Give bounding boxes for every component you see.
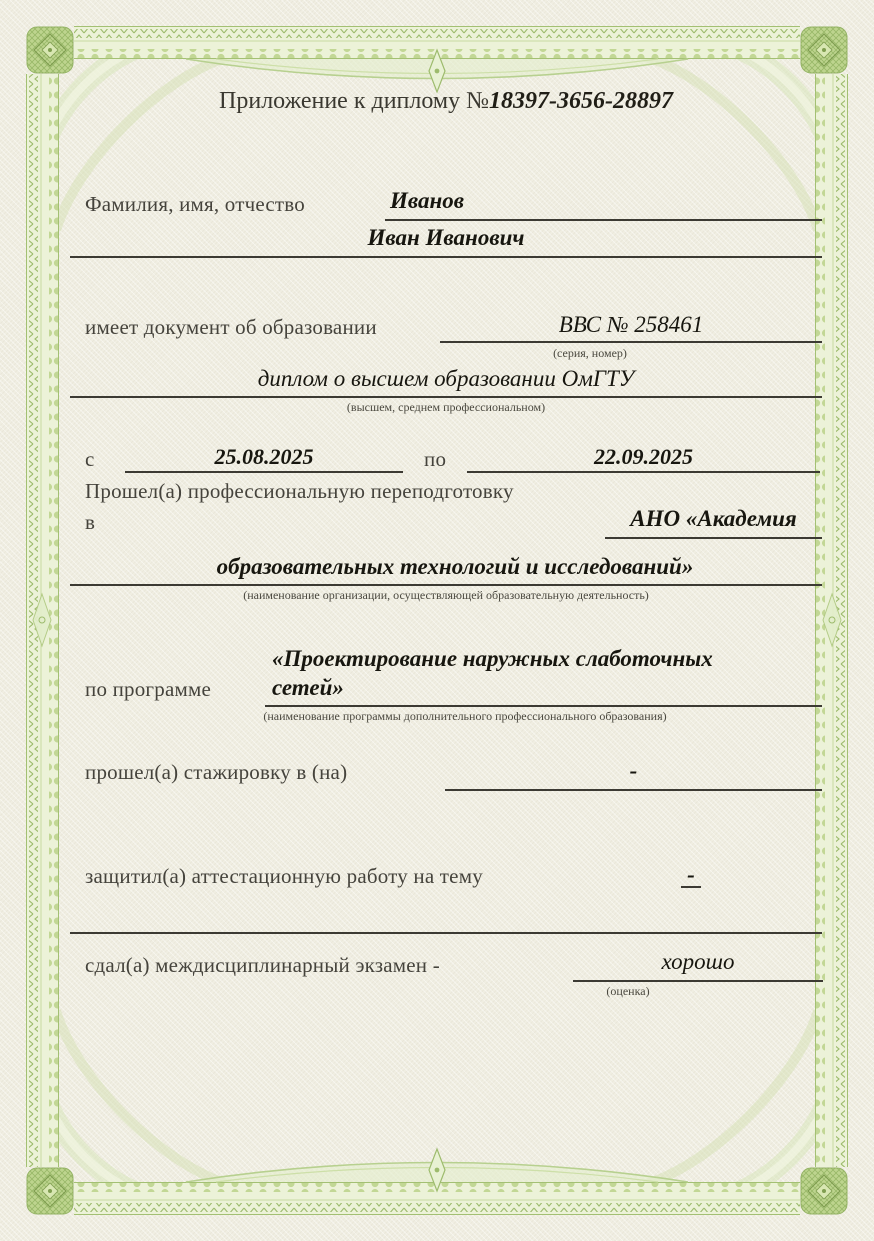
surname-underline — [385, 219, 822, 221]
edu-doc-type-underline — [70, 396, 822, 398]
organization-in-label: в — [85, 510, 96, 534]
organization-line1-underline — [605, 537, 822, 539]
name-patronymic-value: Иван Иванович — [367, 225, 525, 250]
exam-caption: (оценка) — [606, 984, 650, 998]
edu-doc-type-value: диплом о высшем образовании ОмГТУ — [257, 366, 635, 391]
title-prefix: Приложение к диплому № — [219, 88, 489, 114]
exam-grade-value: хорошо — [661, 949, 735, 974]
internship-label: прошел(а) стажировку в (на) — [85, 760, 348, 784]
program-line1-value: «Проектирование наружных слаботочных — [272, 646, 713, 671]
retraining-label: Прошел(а) профессиональную переподготовку — [85, 479, 514, 503]
edu-doc-caption: (серия, номер) — [553, 346, 627, 360]
date-from-label: с — [85, 447, 95, 471]
date-to-label: по — [424, 447, 447, 471]
edu-doc-series-value: ВВС № 258461 — [558, 312, 704, 337]
date-to-underline — [467, 471, 820, 473]
program-line2-value: сетей» — [272, 675, 344, 700]
date-from-value: 25.08.2025 — [214, 444, 314, 469]
name-underline — [70, 256, 822, 258]
organization-line1-value: АНО «Академия — [630, 506, 797, 531]
title-diploma-number: 18397-3656-28897 — [489, 88, 673, 114]
edu-doc-underline — [440, 341, 822, 343]
date-from-underline — [125, 471, 403, 473]
page-title — [70, 88, 822, 115]
exam-label: сдал(а) междисциплинарный экзамен - — [85, 953, 440, 977]
organization-underline — [70, 584, 822, 586]
program-underline — [265, 705, 822, 707]
internship-underline — [445, 789, 822, 791]
program-label: по программе — [85, 677, 211, 701]
organization-line2-value: образовательных технологий и исследований» — [216, 554, 694, 579]
program-caption: (наименование программы дополнительного профессионального образования) — [263, 709, 667, 723]
edu-doc-type-caption: (высшем, среднем профессиональном) — [346, 400, 546, 414]
exam-underline — [573, 980, 823, 982]
edu-doc-label: имеет документ об образовании — [85, 315, 377, 339]
organization-caption: (наименование организации, осуществляющей образовательную деятельность) — [243, 588, 649, 602]
date-to-value: 22.09.2025 — [594, 444, 693, 469]
internship-value: - — [629, 758, 638, 783]
thesis-label: защитил(а) аттестационную работу на тему — [85, 864, 483, 888]
thesis-underline — [70, 932, 822, 934]
thesis-value: - — [681, 862, 701, 888]
surname-value: Иванов — [390, 188, 465, 213]
fio-label: Фамилия, имя, отчество — [85, 192, 305, 216]
